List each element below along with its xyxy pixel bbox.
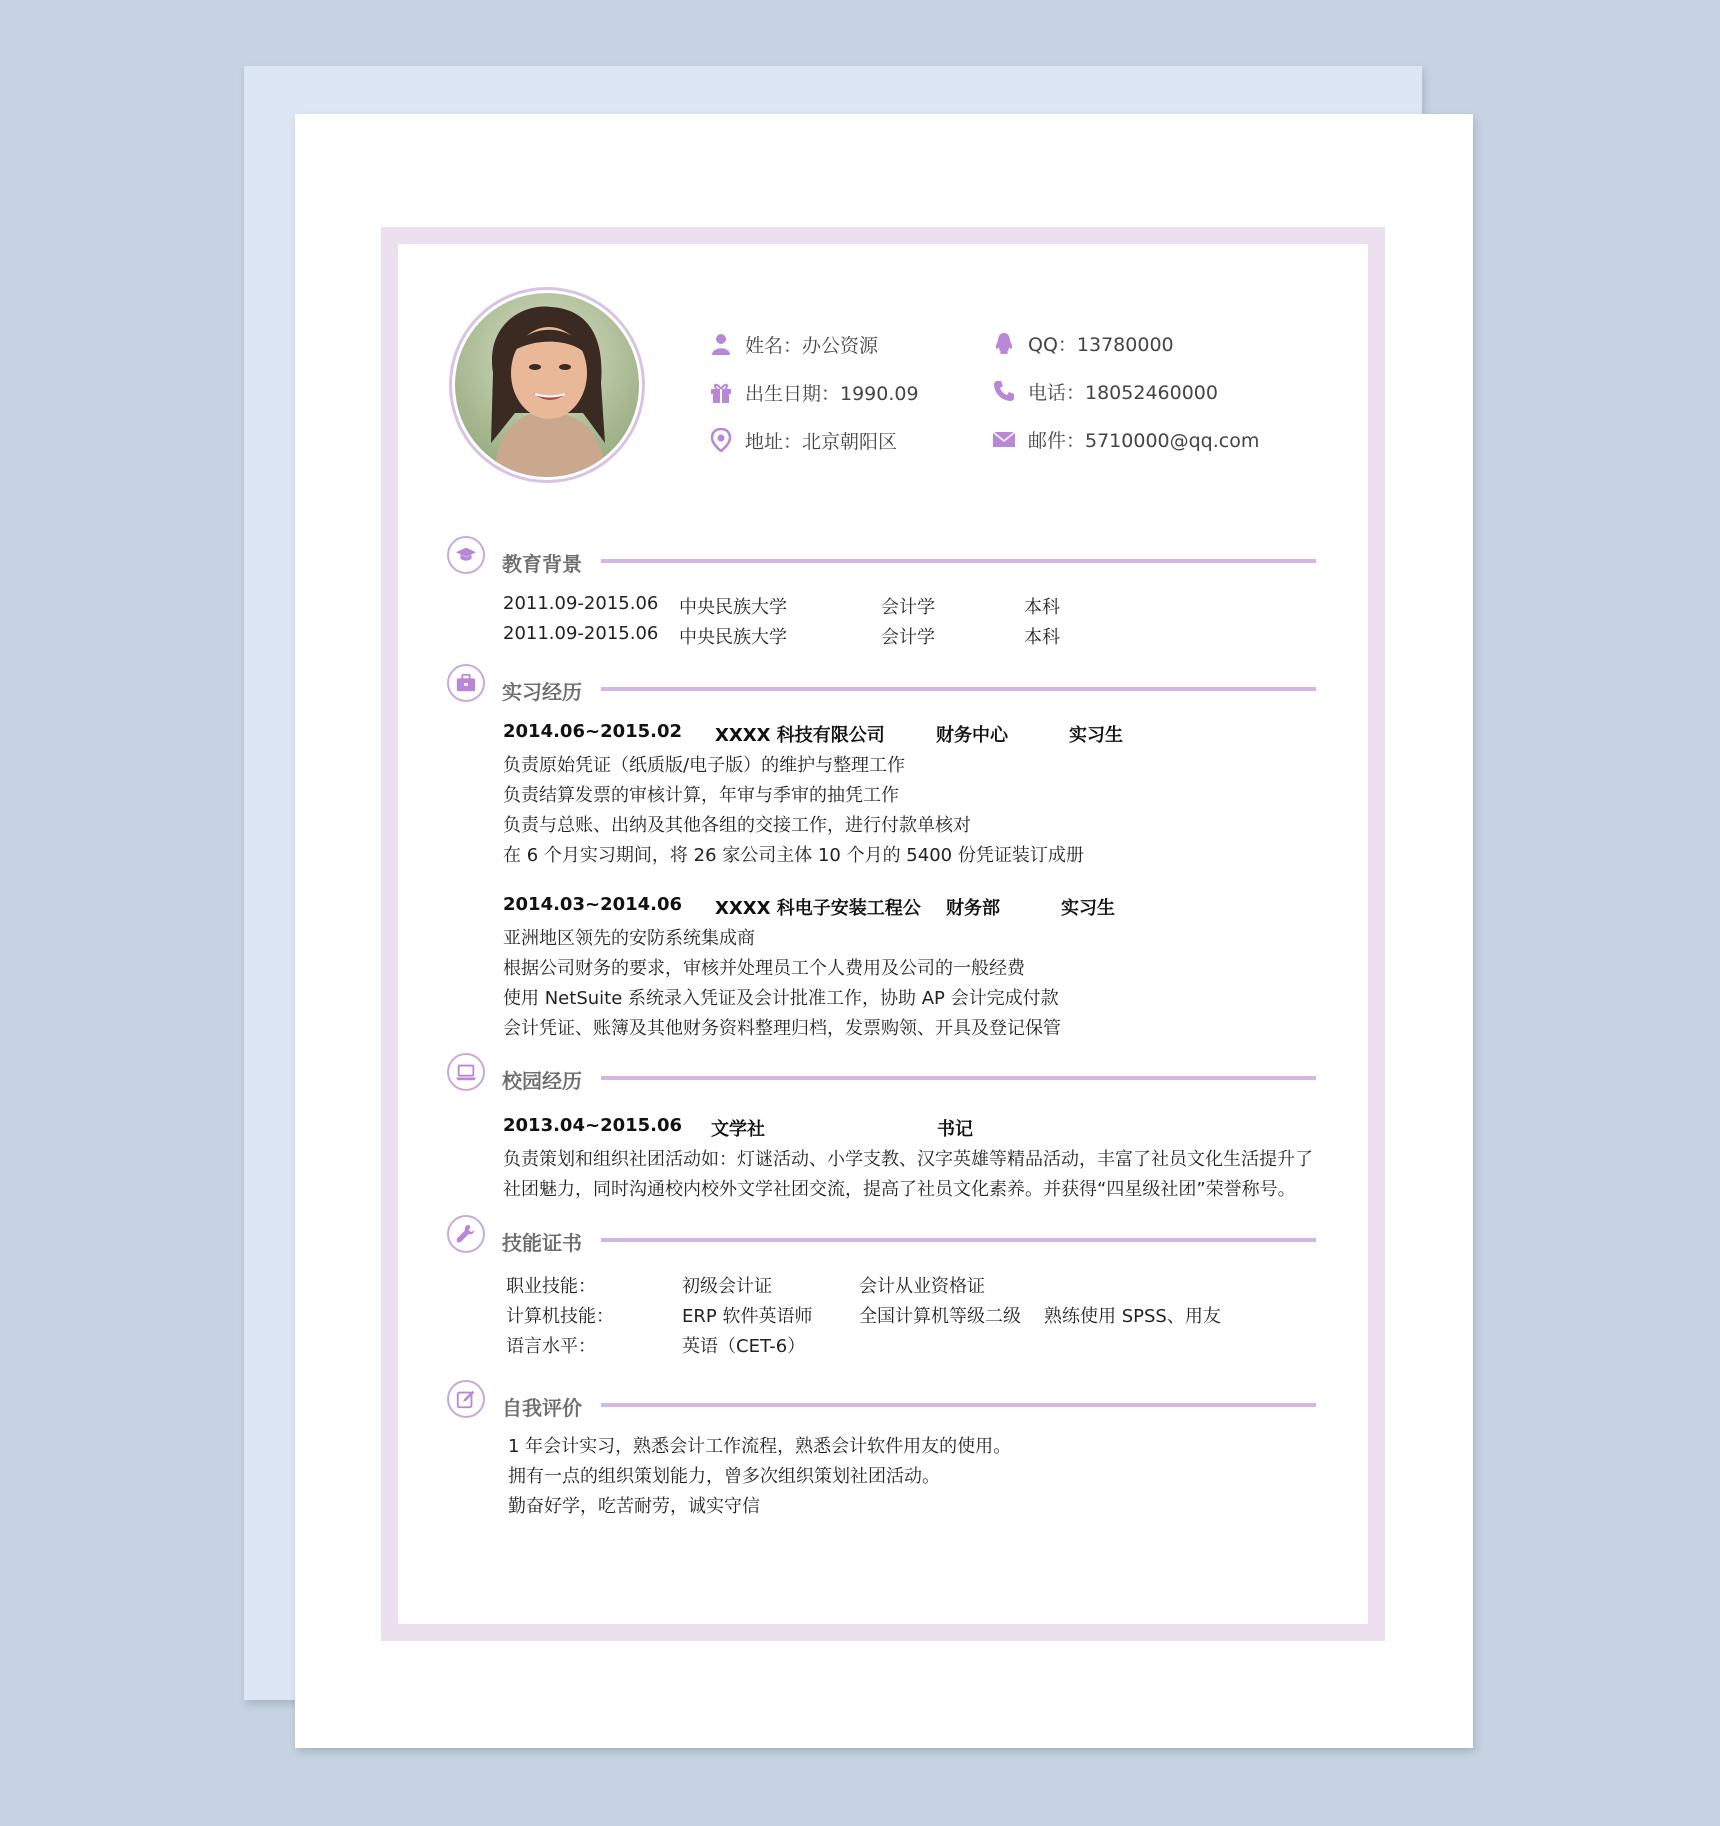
self-eval-divider <box>601 1403 1316 1407</box>
job1-item-1: 负责原始凭证（纸质版/电子版）的维护与整理工作 <box>503 755 906 776</box>
self-eval-line-1: 1 年会计实习，熟悉会计工作流程，熟悉会计软件用友的使用。 <box>508 1436 1012 1457</box>
skills-divider <box>601 1238 1316 1242</box>
campus-title: 校园经历 <box>502 1069 582 1093</box>
job2-item-2: 根据公司财务的要求，审核并处理员工个人费用及公司的一般经费 <box>503 958 1025 979</box>
briefcase-icon <box>447 664 485 702</box>
edu-degree-2: 本科 <box>1024 627 1060 648</box>
job2-item-3: 使用 NetSuite 系统录入凭证及会计批准工作，协助 AP 会计完成付款 <box>503 988 1059 1009</box>
phone-row <box>992 376 1218 406</box>
skills-title: 技能证书 <box>502 1231 582 1255</box>
graduation-cap-icon <box>447 536 485 574</box>
laptop-icon <box>447 1053 485 1091</box>
campus-role: 书记 <box>937 1119 973 1140</box>
skill-label-3: 语言水平： <box>506 1336 596 1357</box>
skill-2-c3: 熟练使用 SPSS、用友 <box>1044 1306 1221 1327</box>
name-text: 姓名：办公资源 <box>745 334 879 357</box>
campus-divider <box>601 1076 1316 1080</box>
edu-major-1: 会计学 <box>881 597 935 618</box>
wrench-icon <box>447 1215 485 1253</box>
campus-line-2: 社团魅力，同时沟通校内校外文学社团交流，提高了社员文化素养。并获得“四星级社团”荣誉称号。 <box>503 1179 1296 1200</box>
education-divider <box>601 559 1316 563</box>
person-icon <box>709 332 733 356</box>
skill-label-2: 计算机技能： <box>506 1306 614 1327</box>
job2-item-1: 亚洲地区领先的安防系统集成商 <box>503 928 755 949</box>
qq-text: QQ：13780000 <box>1028 333 1174 356</box>
qq-row <box>992 328 1174 358</box>
birth-row <box>709 377 919 407</box>
internship-divider <box>601 687 1316 691</box>
email-text: 邮件：5710000@qq.com <box>1028 429 1260 452</box>
campus-period: 2013.04~2015.06 <box>503 1115 683 1136</box>
edu-major-2: 会计学 <box>881 627 935 648</box>
job2-dept: 财务部 <box>946 898 1000 919</box>
job2-item-4: 会计凭证、账簿及其他财务资料整理归档，发票购领、开具及登记保管 <box>503 1018 1061 1039</box>
edit-icon <box>447 1380 485 1418</box>
profile-photo <box>455 293 639 477</box>
job1-item-2: 负责结算发票的审核计算，年审与季审的抽凭工作 <box>503 785 899 806</box>
skill-2-c2: 全国计算机等级二级 <box>859 1306 1021 1327</box>
campus-line-1: 负责策划和组织社团活动如：灯谜活动、小学支教、汉字英雄等精品活动，丰富了社员文化生活提升了 <box>503 1149 1313 1170</box>
mail-icon <box>992 427 1016 451</box>
skill-3-c1: 英语（CET-6） <box>682 1336 806 1357</box>
job2-role: 实习生 <box>1061 898 1115 919</box>
edu-school-1: 中央民族大学 <box>679 597 787 618</box>
avatar <box>449 287 645 483</box>
phone-icon <box>992 379 1016 403</box>
job1-item-4: 在 6 个月实习期间，将 26 家公司主体 10 个月的 5400 份凭证装订成册 <box>503 845 1084 866</box>
skill-2-c1: ERP 软件英语师 <box>682 1306 813 1327</box>
self-eval-line-3: 勤奋好学，吃苦耐劳，诚实守信 <box>508 1496 760 1517</box>
edu-degree-1: 本科 <box>1024 597 1060 618</box>
edu-period-1: 2011.09-2015.06 <box>503 593 659 614</box>
qq-penguin-icon <box>992 331 1016 355</box>
job2-company: XXXX 科电子安装工程公 <box>715 898 921 919</box>
birth-text: 出生日期：1990.09 <box>745 382 919 405</box>
phone-text: 电话：18052460000 <box>1028 381 1218 404</box>
job1-company: XXXX 科技有限公司 <box>715 725 885 746</box>
skill-1-c1: 初级会计证 <box>682 1276 772 1297</box>
edu-school-2: 中央民族大学 <box>679 627 787 648</box>
edu-period-2: 2011.09-2015.06 <box>503 623 659 644</box>
job1-item-3: 负责与总账、出纳及其他各组的交接工作，进行付款单核对 <box>503 815 971 836</box>
education-title: 教育背景 <box>502 552 582 576</box>
address-row <box>709 425 897 455</box>
resume-page <box>295 114 1473 1748</box>
skill-1-c2: 会计从业资格证 <box>859 1276 985 1297</box>
address-text: 地址：北京朝阳区 <box>745 430 898 453</box>
job1-period: 2014.06~2015.02 <box>503 721 683 742</box>
self-eval-title: 自我评价 <box>502 1396 582 1420</box>
gift-icon <box>709 380 733 404</box>
name-row <box>709 329 878 359</box>
location-pin-icon <box>709 428 733 452</box>
email-row <box>992 424 1259 454</box>
job1-dept: 财务中心 <box>936 725 1008 746</box>
self-eval-line-2: 拥有一点的组织策划能力，曾多次组织策划社团活动。 <box>508 1466 940 1487</box>
job1-role: 实习生 <box>1069 725 1123 746</box>
campus-org: 文学社 <box>711 1119 765 1140</box>
skill-label-1: 职业技能： <box>506 1276 596 1297</box>
job2-period: 2014.03~2014.06 <box>503 894 683 915</box>
internship-title: 实习经历 <box>502 680 582 704</box>
